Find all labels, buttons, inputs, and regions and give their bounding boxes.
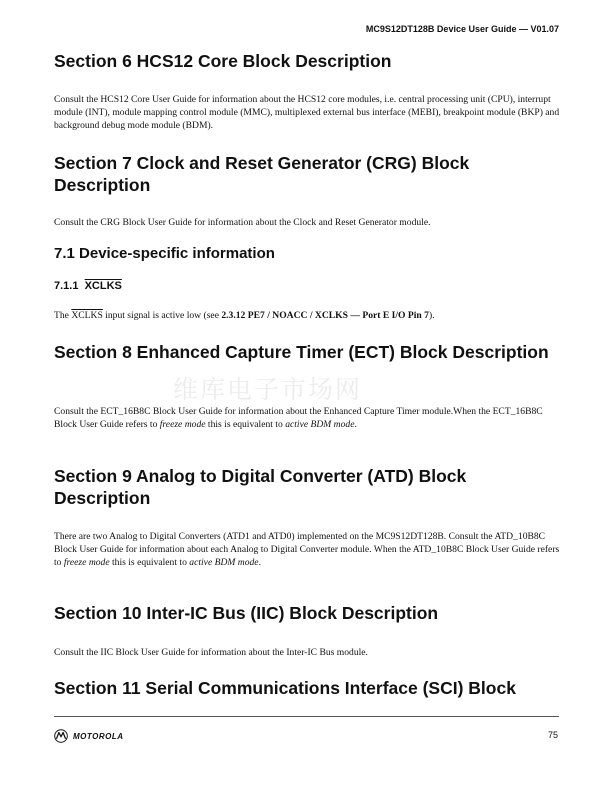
subsection-7-1-1-heading bbox=[54, 279, 122, 293]
pin-reference: 2.3.12 PE7 / NOACC / XCLKS — Port E I/O Pin 7 bbox=[221, 310, 429, 321]
section-9-heading: Section 9 Analog to Digital Converter (ATD) Block Description bbox=[54, 466, 467, 508]
xclks-description: The XCLKS input signal is active low (see 2.3.12 PE7 / NOACC / XCLKS — Port E I/O Pin 7). bbox=[54, 310, 435, 321]
subsection-number: 7.1.1 bbox=[54, 280, 79, 292]
section-7-heading: Section 7 Clock and Reset Generator (CRG) Block Description bbox=[54, 153, 470, 195]
section-10-body: Consult the IIC Block User Guide for information about the Inter-IC Bus module. bbox=[54, 647, 368, 658]
section-6-heading: Section 6 HCS12 Core Block Description bbox=[54, 51, 392, 71]
footer-divider bbox=[54, 716, 559, 717]
page-number: 75 bbox=[547, 730, 558, 740]
motorola-batwing-icon bbox=[54, 729, 68, 743]
xclks-inline-signal: XCLKS bbox=[71, 310, 103, 321]
watermark-text: 维库电子市场网 bbox=[173, 375, 363, 404]
section-8-heading: Section 8 Enhanced Capture Timer (ECT) Block Description bbox=[54, 342, 549, 362]
section-6-body: Consult the HCS12 Core User Guide for information about the HCS12 core modules, i.e. central processing unit (CPU), interrupt module (INT), module mapping control module (MMC), multiplexed external bus interface (MEBI), breakpoint module (BKP) and background debug mode module (BDM). bbox=[54, 94, 560, 131]
subsection-7-1-heading: 7.1 Device-specific information bbox=[54, 245, 275, 262]
section-9-body: There are two Analog to Digital Converters (ATD1 and ATD0) implemented on the MC9S12DT128B. Consult the ATD_10B8C Block User Guide for information about each Analog to Digital Converter module. When the ATD_10B8C Block User Guide refers to freeze mode this is equivalent to active BDM mode. bbox=[54, 531, 560, 568]
section-7-body: Consult the CRG Block User Guide for information about the Clock and Reset Generator module. bbox=[54, 217, 431, 228]
section-10-heading: Section 10 Inter-IC Bus (IIC) Block Description bbox=[54, 603, 439, 623]
section-11-heading: Section 11 Serial Communications Interface (SCI) Block bbox=[54, 678, 516, 698]
section-8-body: Consult the ECT_16B8C Block User Guide for information about the Enhanced Capture Timer module.When the ECT_16B8C Block User Guide refers to freeze mode this is equivalent to active BDM mode. bbox=[54, 406, 543, 430]
brand-name: MOTOROLA bbox=[73, 731, 124, 741]
xclks-signal-name: XCLKS bbox=[84, 280, 122, 292]
motorola-logo bbox=[54, 729, 124, 743]
running-header: MC9S12DT128B Device User Guide — V01.07 bbox=[365, 24, 559, 34]
